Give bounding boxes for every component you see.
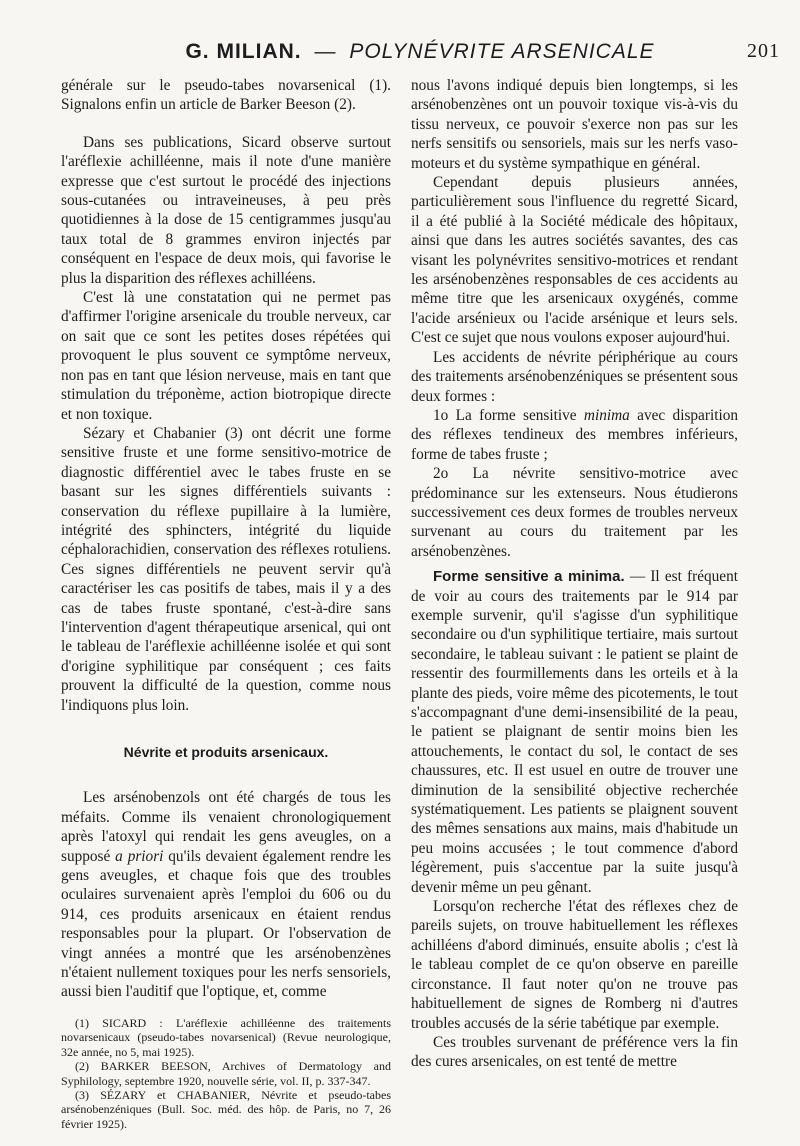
right-paragraph-6-text: — Il est fréquent de voir au cours des traitements par le 914 par exemple survenir, qu'il s'agisse d'un syphilitique secondaire ou d'un syphilitique tertiaire, mais surtout secondaire, le tableau suivant : le patient se plaint de ressentir des fourmillements dans les orteils et à la plante des pieds, voire même des picotements, le tout s'accompagnant d'une demi-insensibilité de la peau, le patient se plaignant de sentir moins bien les attouchements, le contact du sol, le contact de ses chaussures, etc. Il est usuel en outre de trouver une diminution de la sensibilité objective recherchée systématiquement. Les patients se plaignent souvent des mêmes sensations aux mains, mais d'habitude un peu moins accusées ; le tout commence d'abord légèrement, puis s'accentue par la suite jusqu'à devenir même un peu gênant. [411,568,738,896]
running-header [60,40,780,70]
page-number: 201 [747,40,780,62]
right-paragraph-2: Cependant depuis plusieurs années, particulièrement sous l'influence du regretté Sicard, il a été publié à la Société médicale des hôpitaux, ainsi que dans les autres sociétés savantes, des cas visant les polynévrites sensitivo-motrices et rendant les arsénobenzènes responsables de ces accidents au même titre que les arsenicaux oxygénés, comme l'acide arsénieux ou l'acide arsénique et leurs sels. C'est ce sujet que nous voulons exposer aujourd'hui. [411,174,738,347]
right-paragraph-3: Les accidents de névrite périphérique au cours des traitements arsénobenzéniques se présentent sous deux formes : [411,348,738,405]
left-paragraph-2: Dans ses publications, Sicard observe surtout l'aréflexie achilléenne, mais il note d'une manière expresse que c'est surtout le procédé des injections sous-cutanées ou intraveineuses, à peu près quotidiennes à la dose de 15 centigrammes jusqu'au taux total de 8 grammes environ injectés par conséquent en l'espace de deux mois, qui favorise le plus la disparition des réflexes achilléens. [61,133,391,287]
left-paragraph-5-text-a: Les arsénobenzols ont été chargés de tous les méfaits. Comme ils venaient chronologiquement après l'atoxyl qui rendait les gens aveugles, on a supposé [61,789,391,865]
right-column [411,76,738,1072]
footnote-2: (2) BARKER BEESON, Archives of Dermatology and Syphilology, septembre 1920, nouvelle série, vol. II, p. 337-347. [61,1059,391,1088]
left-paragraph-5-text-b: qu'ils devaient également rendre les gens aveugles, et chaque fois que des troubles oculaires survenaient après l'emploi du 606 ou du 914, ces produits arsenicaux en étaient rendus responsables pour la plupart. Or l'observation de vingt années a montré que les arsénobenzènes n'étaient nullement toxiques pour les nerfs sensoriels, aussi bien l'auditif que l'optique, et, comme [61,847,391,1001]
right-paragraph-4-italic: minima [583,406,630,424]
header-author: G. MILIAN. [185,40,302,63]
right-paragraph-5: 2o La névrite sensitivo-motrice avec prédominance sur les extenseurs. Nous étudierons successivement ces deux formes de troubles nerveux survenant au cours du traitement par les arsénobenzènes. [411,465,738,560]
running-title [60,40,780,64]
right-paragraph-4-text-a: 1o La forme sensitive [433,406,584,424]
right-paragraph-6 [411,567,738,897]
run-in-heading: Forme sensitive a minima. [433,568,625,586]
right-paragraph-7: Lorsqu'on recherche l'état des réflexes chez de pareils sujets, on trouve habituellement les réflexes achilléens d'abord diminués, ensuite abolis ; c'est là le tableau complet de ce qu'on observe en pareille circonstance. Il faut noter qu'on ne trouve pas habituellement de signes de Romberg ni d'autres troubles accusés de la série tabétique par exemple. [411,898,738,1032]
left-paragraph-5 [61,788,391,1001]
footnote-1: (1) SICARD : L'aréflexie achilléenne des traitements novarsenicaux (pseudo-tabes novarsenical) (Revue neurologique, 32e année, no 5, mai 1925). [61,1015,391,1059]
right-paragraph-1: nous l'avons indiqué depuis bien longtemps, si les arsénobenzènes ont un pouvoir toxique vis-à-vis du tissu nerveux, ce pouvoir s'exerce non pas sur les nerfs sensitifs ou sensoriels, mais sur les nerfs vaso-moteurs et du système sympathique en général. [411,77,738,172]
left-paragraph-1: générale sur le pseudo-tabes novarsenical (1). Signalons enfin un article de Barker Beeson (2). [61,77,391,114]
footnotes [61,1016,391,1131]
section-heading: Névrite et produits arsenicaux. [123,744,329,760]
right-paragraph-4 [411,406,738,464]
left-paragraph-4: Sézary et Chabanier (3) ont décrit une forme sensitive fruste et une forme sensitivo-motrice de diagnostic différentiel avec le tabes fruste en se basant sur les signes différentiels suivants : conservation du réflexe pupillaire à la lumière, intégrité des sphincters, intégrité du liquide céphalorachidien, conservation des réflexes rotuliens. Ces signes différentiels ne peuvent servir qu'à caractériser les cas positifs de tabes, mais il y a des cas de tabes fruste spontané, c'est-à-dire sans l'intervention d'agent thérapeutique arsenical, qui ont le tableau de l'aréflexie achilléenne isolée et qui sont d'origine syphilitique par conséquent ; ces faits prouvent la difficulté de la question, comme nous l'indiquons plus loin. [61,424,391,714]
footnote-3: (3) SÉZARY et CHABANIER, Névrite et pseudo-tabes arsénobenzéniques (Bull. Soc. méd. des hôp. de Paris, no 7, 26 février 1925). [61,1087,391,1131]
right-paragraph-8: Ces troubles survenant de préférence vers la fin des cures arsenicales, on est tenté de mettre [411,1033,738,1071]
left-column [61,76,391,1131]
left-paragraph-5-italic: a priori [115,847,164,865]
right-paragraph-4-text-b: avec disparition des réflexes tendineux des membres inférieurs, forme de tabes fruste ; [411,406,738,463]
header-subject: POLYNÉVRITE ARSENICALE [349,40,655,63]
left-paragraph-3: C'est là une constatation qui ne permet pas d'affirmer l'origine arsenicale du trouble nerveux, car on sait que ce sont les petites doses répétées qui provoquent le plus souvent ce symptôme nerveux, non pas en tant que lésion nerveuse, mais en tant que stimulation du tréponème, action biotropique directe et non toxique. [61,289,391,423]
header-separator: — [314,40,337,63]
